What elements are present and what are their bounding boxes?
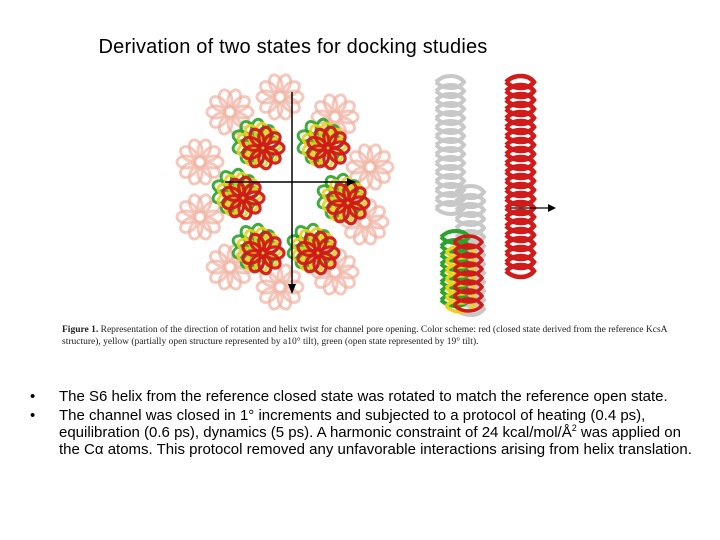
bullet-text: The channel was closed in 1° increments and subjected to a protocol of heating (0.4 ps), equilibration (0.6 ps), dynamics (5 ps). A harmonic constraint of 24 kcal/$mol/Å^2$ was applied on the Cα atoms. This protocol removed any unfavorable interactions arising from helix translation. [59, 407, 692, 458]
caption-text: Representation of the direction of rotation and helix twist for channel pore opening. Color scheme: red (closed state derived from the reference KcsA structure), yellow (partially open structure represented by a10° tilt), green (open state represented by 19° tilt). [62, 325, 667, 347]
caption-label: Figure 1. [62, 325, 99, 335]
figure-caption [62, 324, 692, 348]
bullet-item [30, 407, 702, 458]
bullet-item [30, 388, 702, 405]
bullet-marker: • [30, 388, 36, 405]
bullet-text: The S6 helix from the reference closed state was rotated to match the reference open state. [59, 388, 668, 405]
channel-side-view-image [410, 72, 580, 320]
channel-top-view-image [170, 72, 410, 312]
protein-figure [170, 72, 570, 320]
superscript: 2 [571, 423, 577, 433]
bullet-list [30, 388, 702, 460]
slide-title: Derivation of two states for docking studies [98, 36, 488, 58]
bullet-marker: • [30, 407, 36, 424]
